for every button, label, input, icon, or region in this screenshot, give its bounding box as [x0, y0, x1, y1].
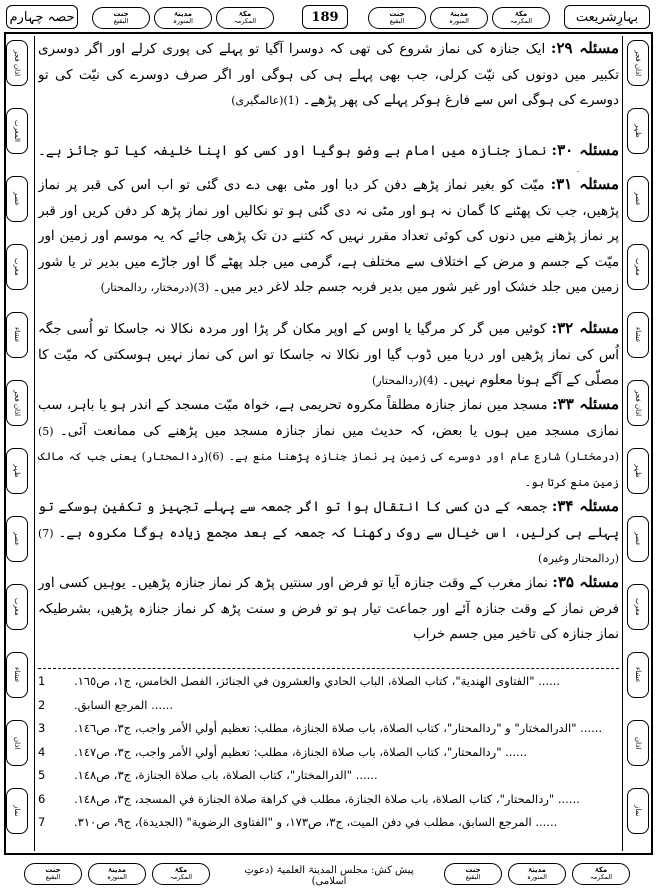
book-title: بہارِشریعت	[564, 5, 650, 29]
footer-ornament-6: مکۃ المکرمہ	[572, 863, 630, 885]
masala-body: نماز مغرب کے وقت جنازہ آیا تو فرض اور سنتیں پڑھ کر نماز جنازہ پڑھیں۔ یوہیں کسی اور فرض نماز کے وقت جنازہ آئے اور جماعت تیار ہو تو فرض و سنت پڑھ کر نماز جنازہ پڑھیں، بشرطیکہ نماز جنازہ کی تاخیر میں جسم خراب	[38, 576, 619, 642]
masala-reference: (4)(ردالمحتار)	[371, 374, 442, 387]
page-number: 189	[302, 5, 348, 29]
main-text	[38, 36, 619, 646]
left-ornament-12: نماز	[6, 788, 28, 834]
masala-body: میّت کو بغیر نماز پڑھے دفن کر دیا اور مٹی بھی دے دی گئی تو اب اس کی قبر پر نماز پڑھیں، جب تک پھٹنے کا گمان نہ ہو اور مٹی نہ دی گئی ہو تو نکالیں اور نماز پڑھ کر دفن کریں اور قبر پر نماز پڑھنے میں دنوں کی کوئی تعداد مقرر نہیں کہ کتنے دن تک پڑھی جائے کہ یہ موسم اور زمین اور میّت کے جسم و مرض کے اختلاف سے مختلف ہے، گرمی میں جلد پھٹے گا اور جاڑے میں بدیر تر یا شور زمین میں جلد خشک اور غیر شور میں بدیر فربہ جسم جلد لاغر دیر میں۔	[38, 178, 619, 295]
right-ornament-4: مغرب	[627, 244, 649, 290]
masala-32	[38, 316, 619, 392]
masala-reference: (1)(عالمگیری)	[231, 94, 303, 107]
masala-33	[38, 392, 619, 494]
right-ornament-2: ظہر	[627, 108, 649, 154]
left-ornament-6: اذان فجر	[6, 380, 28, 426]
masala-label: مسئلہ ۳۲:	[551, 319, 619, 337]
left-margin-ornaments	[6, 36, 30, 859]
masala-34	[38, 494, 619, 570]
left-ornament-3: عصر	[6, 176, 28, 222]
header-ornament-6: مکۃ المکرمہ	[492, 7, 550, 29]
right-ornament-6: اذان فجر	[627, 380, 649, 426]
footnote-6: 6 ...... "ردالمحتار"، كتاب الصلاة، باب صلاة الجنازة، مطلب في كراهة صلاة الجنازة في المسجد، ج٣، ص١٤٨.	[38, 791, 580, 806]
left-ornament-8: عصر	[6, 516, 28, 562]
header-ornament-1: جنت البقیع	[92, 7, 150, 29]
left-ornament-5: عشاء	[6, 312, 28, 358]
footnote-1: 1 ...... "الفتاوى الهندية"، كتاب الصلاة، الباب الحادي والعشرون في الجنائز، الفصل الخامس، ج١، ص١٦٥.	[38, 674, 561, 688]
header-ornament-3: مکۃ المکرمہ	[216, 7, 274, 29]
masala-reference: (3)(درمختار، ردالمحتار)	[100, 281, 213, 294]
masala-body: ایک جنازہ کی نماز شروع کی تھی کہ دوسرا آگیا تو پہلے کی پوری کرلے اور اگر دوسری تکبیر میں دونوں کی نیّت کرلی، جب بھی پہلے ہی کی ہوگی اور اگر صرف دوسرے کی نیّت کی تو دوسرے کی ہوگی اس سے فارغ ہوکر پہلے کی پھر پڑھے۔	[38, 42, 619, 108]
masala-30	[38, 138, 619, 172]
right-ornament-11: اذان	[627, 720, 649, 766]
right-ornament-3: عصر	[627, 176, 649, 222]
masala-body: جمعہ کے دن کسی کا انتقال ہوا تو اگر جمعہ سے پہلے تجہیز و تکفین ہوسکے تو پہلے ہی کرلیں، اس خیال سے روک رکھنا کہ جمعہ کے بعد مجمع زیادہ ہوگا مکروہ ہے۔	[38, 500, 619, 541]
footnote-7: 7 ...... المرجع السابق، مطلب في دفن الميت، ج٣، ص١٧٣، و "الفتاوى الرضوية" (الجديدة)، ج٩، ص٣١٠.	[38, 815, 558, 829]
masala-label: مسئلہ ۲۹:	[550, 39, 619, 57]
footnote-5: 5 ...... "الدرالمختار"، كتاب الصلاة، باب صلاة الجنازة، ج٣، ص١٤٨.	[38, 768, 378, 782]
masala-35	[38, 570, 619, 646]
masala-label: مسئلہ ۳۵:	[552, 573, 619, 591]
masala-label: مسئلہ ۳۳:	[552, 395, 619, 413]
header-ornament-2: مدینۃ المنورہ	[154, 7, 212, 29]
section-text: حصہ چہارم	[9, 9, 75, 25]
right-margin-ornaments	[627, 36, 651, 859]
left-ornament-4: مغرب	[6, 244, 28, 290]
section-label	[6, 5, 78, 29]
footer-ornament-3: مکۃ المکرمہ	[152, 863, 210, 885]
masala-label: مسئلہ ۳۴:	[551, 497, 619, 515]
masala-31	[38, 172, 619, 316]
right-ornament-8: عصر	[627, 516, 649, 562]
left-ornament-2: المغرب	[6, 108, 28, 154]
footer-ornament-5: مدینۃ المنورہ	[508, 863, 566, 885]
right-ornament-7: ظہر	[627, 448, 649, 494]
masala-body: نماز جنازہ میں امام بے وضو ہوگیا اور کسی کو اپنا خلیفہ کیا تو جائز ہے۔	[38, 144, 552, 159]
page-footer	[4, 859, 653, 889]
masala-reference: (5)(درمختار) شارع عام اور دوسرے کی زمین پر نماز جنازہ پڑھنا منع ہے۔ (6)(ردالمحتار) یعنی جب کہ مالک زمین منع کرتا ہو۔	[38, 424, 619, 489]
masala-label: مسئلہ ۳۰:	[551, 141, 619, 159]
right-ornament-10: عشاء	[627, 652, 649, 698]
masala-label: مسئلہ ۳۱:	[550, 175, 619, 193]
footer-ornament-1: جنت البقیع	[24, 863, 82, 885]
left-ornament-9: مغرب	[6, 584, 28, 630]
footer-ornament-4: جنت البقیع	[444, 863, 502, 885]
masala-body: کوئیں میں گر کر مرگیا یا اوس کے اوپر مکان گر پڑا اور مردہ نکالا نہ جاسکا تو اُسی جگہ اُس کی نماز پڑھیں اور دریا میں ڈوب گیا اور نکالا نہ جاسکا تو اس کی نماز نہیں ہوسکتی کہ میّت کا مصلّی کے آگے ہونا معلوم نہیں۔	[38, 322, 619, 388]
header-ornament-5: مدینۃ المنورہ	[430, 7, 488, 29]
footnote-4: 4 ...... "ردالمحتار"، كتاب الصلاة، باب صلاة الجنازة، مطلب: تعظيم أولي الأمر واجب، ج٣، ص١٤٧.	[38, 744, 528, 759]
header-ornament-4: جنت البقیع	[368, 7, 426, 29]
footnote-2: 2 ...... المرجع السابق.	[38, 697, 174, 712]
left-ornament-1: اذان فجر	[6, 40, 28, 86]
publisher-credit: پیش کش: مجلس المدینۃ العلمیۃ (دعوتِ اسلامی)	[244, 865, 414, 887]
right-ornament-1: اذان فجر	[627, 40, 649, 86]
masala-body: مسجد میں نماز جنازہ مطلقاً مکروہ تحریمی ہے، خواہ میّت مسجد کے اندر ہو یا باہر، سب نمازی مسجد میں ہوں یا بعض، کہ حدیث میں نماز جنازہ مسجد میں پڑھنے کی ممانعت آئی۔	[38, 398, 619, 439]
right-ornament-9: مغرب	[627, 584, 649, 630]
footnote-3: 3 ...... "الدرالمختار" و "ردالمحتار"، كتاب الصلاة، باب صلاة الجنازة، مطلب: تعظيم أولي الأمر واجب، ج٣، ص١٤٦.	[38, 721, 603, 735]
left-ornament-11: اذان	[6, 720, 28, 766]
right-ornament-12: نماز	[627, 788, 649, 834]
footer-ornament-2: مدینۃ المنورہ	[88, 863, 146, 885]
page-header	[4, 3, 653, 33]
left-ornament-10: عشاء	[6, 652, 28, 698]
footnotes	[38, 670, 617, 835]
left-ornament-7: ظہر	[6, 448, 28, 494]
masala-reference: (7)(ردالمحتار وغیرہ)	[38, 526, 619, 565]
right-ornament-5: عشاء	[627, 312, 649, 358]
masala-29	[38, 36, 619, 138]
